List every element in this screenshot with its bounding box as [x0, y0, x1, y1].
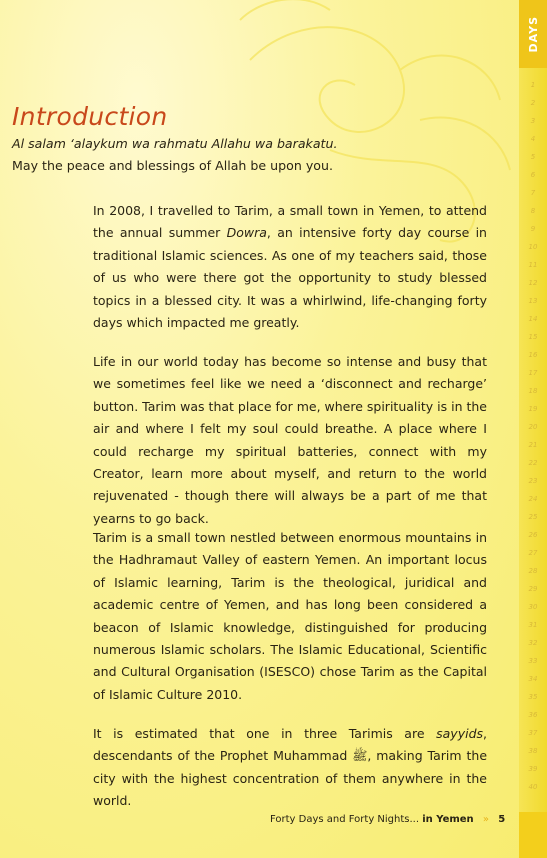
day-number: 4: [530, 135, 536, 143]
day-number: 26: [528, 531, 538, 539]
page-number: 5: [498, 814, 506, 825]
paragraph-text: It is estimated that one in three Tarimis are: [93, 726, 437, 741]
paragraph-text: In 2008, I travelled to Tarim, a small town in Yemen, to attend the annual summer: [93, 203, 487, 241]
day-number: 22: [528, 459, 538, 467]
day-number: 11: [528, 261, 538, 269]
day-number: 18: [528, 387, 538, 395]
day-number: 30: [528, 603, 538, 611]
day-number: 23: [528, 477, 538, 485]
day-number: 27: [528, 549, 538, 557]
italic-term: Dowra: [226, 225, 267, 241]
day-number: 19: [528, 405, 538, 413]
paragraph-3: [93, 527, 487, 706]
day-number: 28: [528, 567, 538, 575]
day-number: 34: [528, 675, 538, 683]
day-number: 33: [528, 657, 538, 665]
day-number: 25: [528, 513, 538, 521]
day-number: 13: [528, 297, 538, 305]
day-number: 12: [528, 279, 538, 287]
day-number: 14: [528, 315, 538, 323]
paragraph-text: Life in our world today has become so intense and busy that we sometimes feel like we need a ‘disconnect and recharge’ button. Tarim was that place for me, where spirituality is in the air and where I felt my soul could breathe. A place where I could recharge my spiritual batteries, connect with my Creator, learn more about myself, and return to the world rejuvenated - though there will always be a part of me that yearns to go back.: [93, 354, 487, 526]
day-number: 2: [530, 99, 536, 107]
side-tab: [519, 0, 547, 858]
day-number: 9: [530, 225, 536, 233]
day-number: 29: [528, 585, 538, 593]
days-tab-label: [519, 0, 547, 68]
paragraph-text: , an intensive forty day course in traditional Islamic sciences. As one of my teachers said, those of us who were there got the opportunity to study blessed topics in a blessed city. It was a whirlwind, life-changing forty days which impacted me greatly.: [93, 225, 487, 331]
day-number: 15: [528, 333, 538, 341]
day-number: 6: [530, 171, 536, 179]
day-number: 5: [530, 153, 536, 161]
greeting-arabic: Al salam ‘alaykum wa rahmatu Allahu wa barakatu.: [12, 136, 338, 151]
page-footer: [270, 814, 505, 825]
day-number: 35: [528, 693, 538, 701]
day-number: 16: [528, 351, 538, 359]
paragraph-4: [93, 723, 487, 813]
italic-term: sayyids: [436, 726, 484, 741]
day-number: 32: [528, 639, 538, 647]
day-number: 37: [528, 729, 538, 737]
day-number: 3: [530, 117, 536, 125]
day-number: 7: [530, 189, 536, 197]
day-number: 8: [530, 207, 536, 215]
day-index-list: [521, 76, 545, 796]
paragraph-2: [93, 351, 487, 530]
footer-arrow-icon: »: [482, 814, 489, 825]
day-number: 21: [528, 441, 538, 449]
greeting-english: May the peace and blessings of Allah be upon you.: [12, 158, 333, 173]
side-tab-bottom-block: [519, 812, 547, 858]
footer-book-title: Forty Days and Forty Nights...: [270, 814, 420, 825]
footer-highlight: in Yemen: [422, 814, 474, 825]
page-title: Introduction: [12, 102, 168, 131]
day-number: 24: [528, 495, 538, 503]
paragraph-text: , descendants of the Prophet Muhammad ﷺ, making Tarim the city with the highest concentration of them anywhere in the world.: [93, 726, 488, 809]
day-number: 17: [528, 369, 538, 377]
day-number: 10: [528, 243, 538, 251]
paragraph-text: Tarim is a small town nestled between enormous mountains in the Hadhramaut Valley of eastern Yemen. An important locus of Islamic learning, Tarim is the theological, juridical and academic centre of Yemen, and has long been considered a beacon of Islamic knowledge, distinguished for producing numerous Islamic scholars. The Islamic Educational, Scientific and Cultural Organisation (ISESCO) chose Tarim as the Capital of Islamic Culture 2010.: [93, 530, 487, 702]
day-number: 20: [528, 423, 538, 431]
day-number: 36: [528, 711, 538, 719]
paragraph-1: [93, 200, 487, 334]
day-number: 40: [528, 783, 538, 791]
day-number: 38: [528, 747, 538, 755]
day-number: 1: [530, 81, 536, 89]
days-label: DAYS: [526, 15, 540, 53]
day-number: 31: [528, 621, 538, 629]
day-number: 39: [528, 765, 538, 773]
